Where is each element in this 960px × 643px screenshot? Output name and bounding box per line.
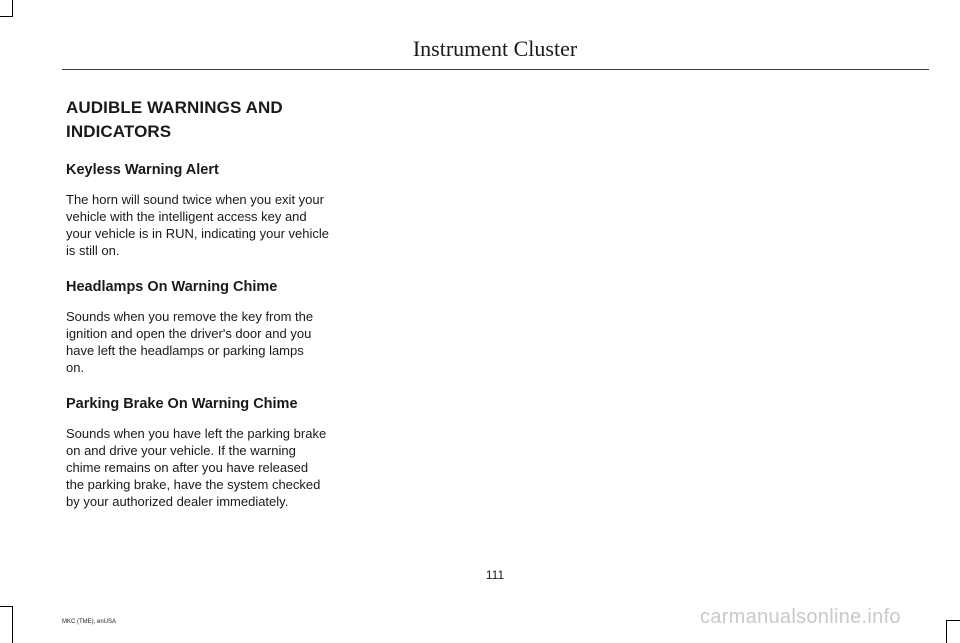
headlamps-on-warning-text	[66, 308, 342, 376]
parking-brake-warning-text	[66, 425, 342, 510]
text-line: on and drive your vehicle. If the warning	[66, 443, 296, 458]
headlamps-on-warning-heading: Headlamps On Warning Chime	[66, 279, 278, 295]
keyless-warning-alert-text	[66, 191, 342, 259]
text-line: the parking brake, have the system checked	[66, 477, 321, 492]
parking-brake-warning-heading: Parking Brake On Warning Chime	[66, 396, 298, 412]
parking-brake-warning-block	[66, 394, 342, 510]
crop-mark-bottom-left-horizontal	[0, 606, 13, 607]
text-line: chime remains on after you have released	[66, 460, 309, 475]
text-line: on.	[66, 360, 85, 375]
crop-mark-bottom-right-horizontal	[946, 620, 960, 621]
watermark-link[interactable]: carmanualsonline.info	[700, 606, 901, 628]
crop-mark-top-left-horizontal	[0, 16, 13, 17]
text-line: by your authorized dealer immediately.	[66, 494, 289, 509]
keyless-warning-alert-block	[66, 160, 342, 259]
content-column	[66, 96, 342, 528]
section-title-line-2: INDICATORS	[66, 122, 172, 141]
page-number: 111	[485, 568, 505, 582]
text-line: have left the headlamps or parking lamps	[66, 343, 304, 358]
header-rule	[62, 69, 929, 70]
text-line: your vehicle is in RUN, indicating your vehicle	[66, 226, 330, 241]
crop-mark-bottom-right-vertical	[946, 620, 947, 643]
section-title-line-1: AUDIBLE WARNINGS AND	[66, 98, 283, 117]
text-line: The horn will sound twice when you exit your	[66, 192, 324, 207]
document-code: MKC (TME), enUSA	[62, 619, 117, 625]
text-line: Sounds when you remove the key from the	[66, 309, 314, 324]
section-title	[66, 96, 342, 144]
keyless-warning-alert-heading: Keyless Warning Alert	[66, 162, 219, 178]
text-line: Sounds when you have left the parking brake	[66, 426, 327, 441]
headlamps-on-warning-block	[66, 277, 342, 376]
crop-mark-top-left-vertical	[12, 0, 13, 17]
text-line: vehicle with the intelligent access key and	[66, 209, 307, 224]
running-header-title: Instrument Cluster	[412, 36, 578, 61]
crop-mark-bottom-left-vertical	[12, 606, 13, 643]
text-line: is still on.	[66, 243, 120, 258]
text-line: ignition and open the driver's door and you	[66, 326, 312, 341]
